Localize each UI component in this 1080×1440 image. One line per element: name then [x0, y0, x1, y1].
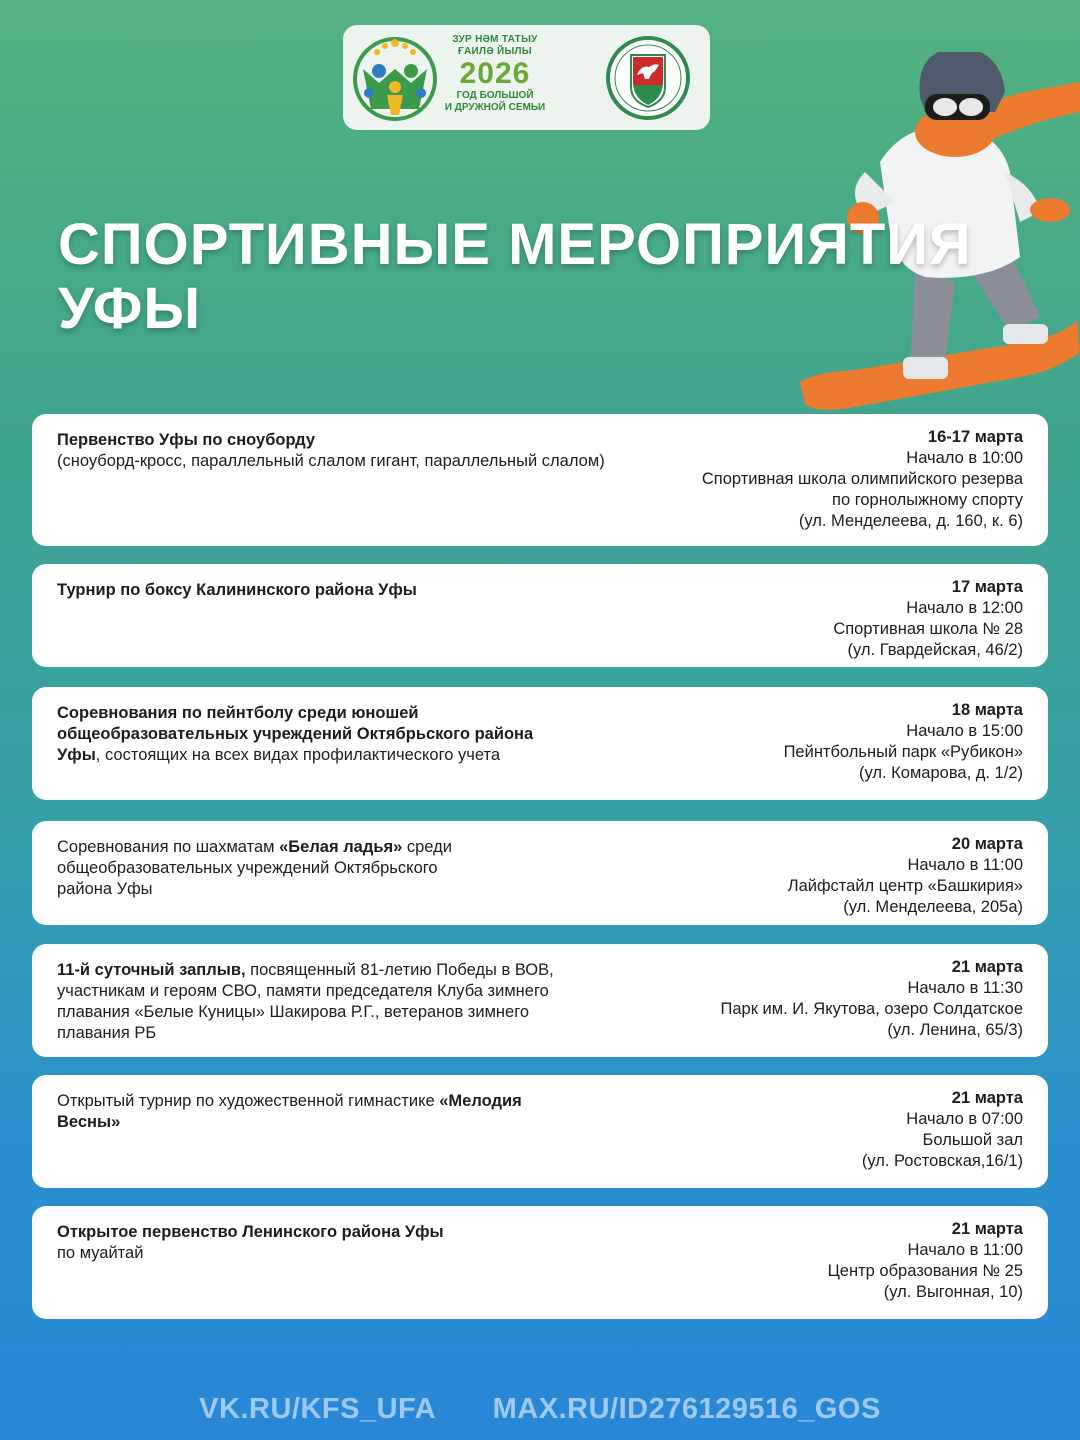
event-start: Начало в 11:00: [907, 856, 1023, 874]
event-title: Первенство Уфы по сноуборду: [57, 431, 316, 449]
event-details: (сноуборд-кросс, параллельный слалом гигант, параллельный слалом): [57, 452, 605, 470]
event-address: (ул. Менделеева, д. 160, к. 6): [798, 512, 1023, 530]
event-details: , состоящих на всех видах профилактического учета: [95, 746, 501, 764]
event-place: Большой зал: [922, 1131, 1023, 1149]
event-title: Открытое первенство Ленинского района Уфы: [57, 1223, 444, 1241]
event-description: [57, 703, 547, 766]
event-info: [553, 700, 1023, 784]
event-start: Начало в 12:00: [906, 599, 1023, 617]
event-address: (ул. Ленина, 65/3): [887, 1021, 1023, 1039]
logo-year: 2026: [459, 57, 531, 90]
event-date: 18 марта: [951, 701, 1023, 719]
logo-line3: ГОД БОЛЬШОЙ: [456, 90, 534, 101]
event-card-boxing: [32, 564, 1048, 667]
event-card-chess: [32, 821, 1048, 925]
event-title: 11-й суточный заплыв,: [57, 961, 246, 979]
event-start: Начало в 11:00: [907, 1241, 1023, 1259]
event-info: [553, 427, 1023, 532]
event-place: Спортивная школа № 28: [833, 620, 1023, 638]
event-title: «Мелодия Весны»: [57, 1092, 522, 1131]
logo-line1: ЗУР НӘМ ТАТЫУ: [452, 34, 538, 45]
event-description: [57, 837, 477, 900]
event-card-paintball: [32, 687, 1048, 800]
event-address: (ул. Комарова, д. 1/2): [859, 764, 1023, 782]
event-title-prefix: Соревнования по шахматам: [57, 838, 280, 856]
event-info: [623, 957, 1023, 1041]
title-line1: СПОРТИВНЫЕ МЕРОПРИЯТИЯ: [58, 212, 972, 277]
event-date: 20 марта: [951, 835, 1023, 853]
event-place: Пейнтбольный парк «Рубикон»: [783, 743, 1023, 761]
event-date: 21 марта: [951, 1220, 1023, 1238]
page-title: [58, 213, 972, 341]
ufa-logo-icon: [605, 35, 691, 121]
family-year-logo-text: [441, 34, 549, 114]
event-date: 21 марта: [951, 958, 1023, 976]
event-info: [553, 577, 1023, 661]
event-start: Начало в 07:00: [906, 1110, 1023, 1128]
event-address: (ул. Гвардейская, 46/2): [847, 641, 1023, 659]
event-date: 21 марта: [951, 1089, 1023, 1107]
event-place: Центр образования № 25: [827, 1262, 1023, 1280]
event-address: (ул. Выгонная, 10): [883, 1283, 1023, 1301]
vk-link[interactable]: VK.RU/KFS_UFA: [199, 1393, 437, 1425]
event-place: Лайфстайл центр «Башкирия»: [787, 877, 1023, 895]
event-title: Турнир по боксу Калининского района Уфы: [57, 581, 417, 599]
event-info: [553, 1088, 1023, 1172]
event-date: 17 марта: [951, 578, 1023, 596]
event-description: [57, 430, 617, 472]
event-info: [553, 1219, 1023, 1303]
event-details: посвященный 81-летию Победы в ВОВ, участникам и героям СВО, памяти председателя Клуба зимнего плавания «Белые Куницы» Шакирова Р.Г., ветеранов зимнего плавания РБ: [57, 961, 554, 1042]
event-description: [57, 580, 617, 601]
event-start: Начало в 10:00: [906, 449, 1023, 467]
event-description: [57, 960, 582, 1044]
event-title: «Белая ладья»: [279, 838, 403, 856]
logo-line4: И ДРУЖНОЙ СЕМЬИ: [444, 102, 546, 113]
family-year-logo-icon: [349, 31, 441, 125]
event-card-swim: [32, 944, 1048, 1057]
event-card-gymnastics: [32, 1075, 1048, 1188]
event-date: 16-17 марта: [927, 428, 1023, 446]
max-link[interactable]: MAX.RU/ID276129516_GOS: [492, 1393, 881, 1425]
event-info: [553, 834, 1023, 918]
event-address: (ул. Ростовская,16/1): [861, 1152, 1023, 1170]
title-line2: УФЫ: [58, 276, 202, 341]
event-description: [57, 1222, 617, 1264]
event-title-prefix: Открытый турнир по художественной гимнастике: [57, 1092, 440, 1110]
event-description: [57, 1091, 527, 1133]
event-card-snowboard: [32, 414, 1048, 546]
event-details: среди общеобразовательных учреждений Октябрьского района Уфы: [57, 838, 452, 898]
event-details: по муайтай: [57, 1244, 144, 1262]
event-address: (ул. Менделеева, 205а): [843, 898, 1023, 916]
event-card-muaythai: [32, 1206, 1048, 1319]
event-start: Начало в 11:30: [907, 979, 1023, 997]
event-start: Начало в 15:00: [906, 722, 1023, 740]
logo-box: [343, 25, 710, 130]
event-place: Спортивная школа олимпийского резерва по горнолыжному спорту: [701, 470, 1023, 509]
event-title: Соревнования по пейнтболу среди юношей общеобразовательных учреждений Октябрьского района Уфы: [57, 704, 534, 764]
event-place: Парк им. И. Якутова, озеро Солдатское: [720, 1000, 1023, 1018]
footer-links: [0, 1393, 1080, 1426]
logo-line2: ҒАИЛӘ ЙЫЛЫ: [458, 46, 532, 57]
